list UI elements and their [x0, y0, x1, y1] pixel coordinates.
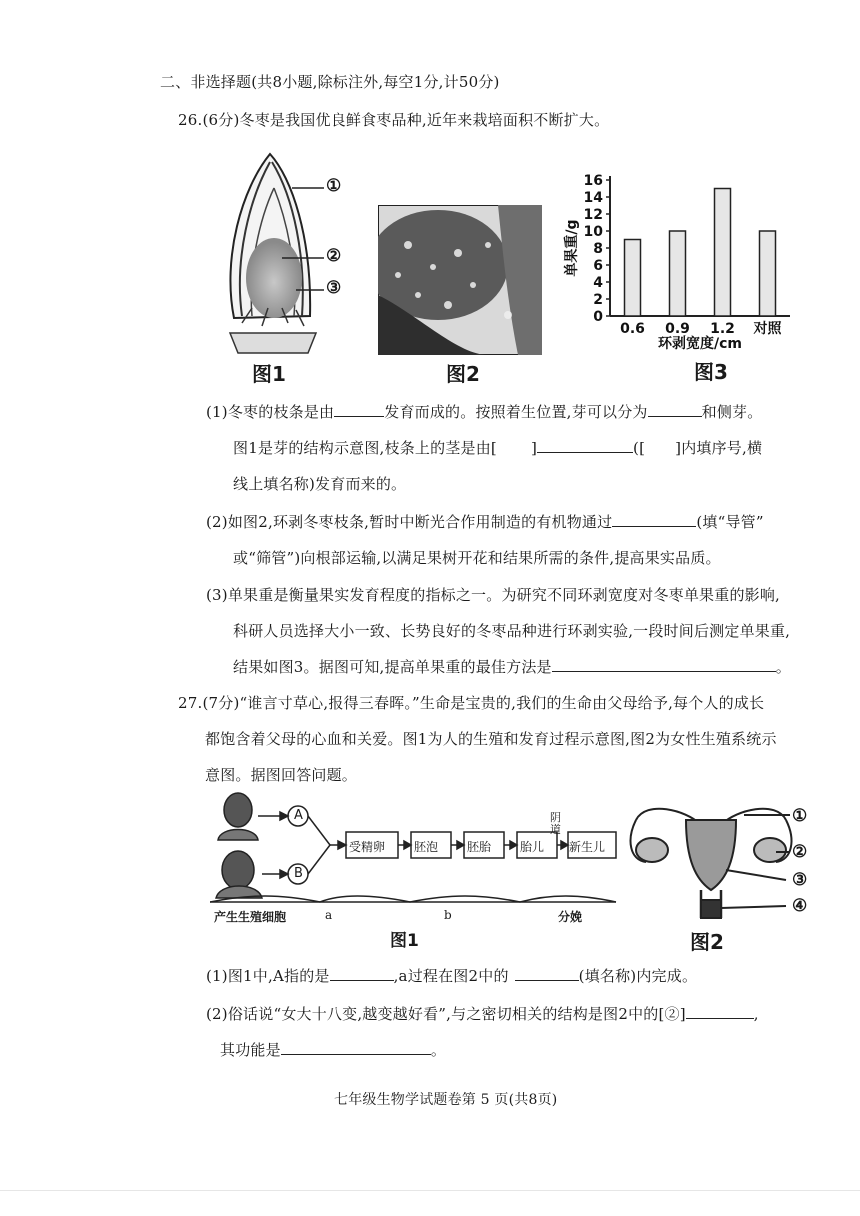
y-tick-label: 2 — [593, 292, 603, 308]
q27-p2-b: , — [753, 1005, 759, 1023]
circle-b-label: B — [294, 866, 303, 881]
vagina-label: 阴道 — [550, 811, 561, 836]
q27-p2-line1 — [206, 1004, 759, 1024]
q26-p1-f: ([ — [633, 439, 646, 457]
q27-stem-line3: 意图。据图回答问题。 — [205, 766, 358, 784]
q27-fig2-caption: 图2 — [690, 930, 724, 954]
repro-marker-4: ④ — [792, 896, 808, 916]
q26-p1-line3: 线上填名称)发育而来的。 — [233, 475, 407, 493]
q26-p1-e: ] — [530, 439, 538, 457]
label-germ-cells: 产生生殖细胞 — [214, 910, 287, 924]
female-reproductive-diagram — [626, 800, 796, 920]
repro-marker-1: ① — [792, 806, 808, 826]
q26-p1-line1 — [206, 402, 762, 422]
x-tick-label: 1.2 — [710, 321, 735, 337]
q27-p1-blank2[interactable] — [515, 966, 579, 981]
box-zygote: 受精卵 — [349, 840, 386, 854]
q26-p1-a: (1)冬枣的枝条是由 — [206, 403, 335, 421]
box-newborn: 新生儿 — [569, 840, 606, 854]
q26-p3-c: 结果如图3。据图可知,提高单果重的最佳方法是 — [233, 658, 552, 676]
label-process-a: a — [325, 908, 333, 922]
y-tick-label: 16 — [583, 173, 603, 189]
q26-p2-line2: 或“筛管”)向根部运输,以满足果树开花和结果所需的条件,提高果实品质。 — [233, 549, 721, 567]
q26-p1-g: ]内填序号,横 — [675, 439, 763, 457]
q26-p2-blank[interactable] — [612, 512, 696, 527]
q26-p1-blank2[interactable] — [648, 402, 702, 417]
q26-p1-c: 和侧芽。 — [701, 403, 763, 421]
y-tick-label: 12 — [583, 207, 603, 223]
q26-p3-line2: 科研人员选择大小一致、长势良好的冬枣品种进行环剥实验,一段时间后测定单果重, — [233, 622, 791, 640]
label-birth: 分娩 — [558, 910, 583, 924]
q26-fig2-caption: 图2 — [446, 362, 480, 386]
q27-p2-blank1[interactable] — [686, 1004, 754, 1019]
bar — [715, 189, 731, 317]
single-fruit-weight-chart — [560, 168, 800, 358]
q26-fig3-caption: 图3 — [694, 360, 728, 384]
x-tick-label: 0.9 — [665, 321, 690, 337]
q26-p1-line2 — [233, 438, 762, 458]
q26-p2-b: (填“导管” — [696, 513, 764, 531]
q26-stem: 26.(6分)冬枣是我国优良鲜食枣品种,近年来栽培面积不断扩大。 — [178, 111, 610, 129]
y-tick-label: 10 — [583, 224, 603, 240]
q27-stem-line2: 都饱含着父母的心血和关爱。图1为人的生殖和发育过程示意图,图2为女性生殖系统示 — [205, 730, 777, 748]
q27-p2-line2 — [220, 1040, 446, 1060]
bud-marker-1: ① — [326, 176, 342, 196]
box-blastocyst: 胚泡 — [414, 840, 439, 854]
x-tick-label: 0.6 — [620, 321, 645, 337]
girdling-photo — [378, 205, 542, 355]
q26-p2-line1 — [206, 512, 764, 532]
q26-p3-d: 。 — [775, 658, 791, 676]
q27-p1-blank1[interactable] — [330, 966, 394, 981]
q26-p3-line1: (3)单果重是衡量果实发育程度的指标之一。为研究不同环剥宽度对冬枣单果重的影响, — [206, 586, 781, 604]
bud-marker-2: ② — [326, 246, 342, 266]
q26-p1-blank3[interactable] — [537, 438, 633, 453]
q27-p2-a: (2)俗话说“女大十八变,越变越好看”,与之密切相关的结构是图2中的[②] — [206, 1005, 686, 1023]
bar — [670, 231, 686, 316]
q27-p1-c: (填名称)内完成。 — [578, 967, 698, 985]
page-footer: 七年级生物学试题卷第 5 页(共8页) — [334, 1092, 558, 1108]
bottom-divider — [0, 1190, 860, 1191]
q27-p1 — [206, 966, 697, 986]
section-title: 二、非选择题(共8小题,除标注外,每空1分,计50分) — [160, 73, 500, 91]
q26-p1-blank1[interactable] — [334, 402, 384, 417]
q27-stem-line1: 27.(7分)“谁言寸草心,报得三春晖。”生命是宝贵的,我们的生命由父母给予,每个人的成长 — [178, 694, 765, 712]
bud-marker-3: ③ — [326, 278, 342, 298]
y-tick-label: 14 — [583, 190, 603, 206]
q26-fig1-caption: 图1 — [252, 362, 286, 386]
y-tick-label: 4 — [593, 275, 603, 291]
bud-diagram — [212, 148, 372, 358]
q26-p1-d: 图1是芽的结构示意图,枝条上的茎是由[ — [233, 439, 497, 457]
y-axis-label: 单果重/g — [564, 219, 580, 277]
q26-p1-b: 发育而成的。按照着生位置,芽可以分为 — [384, 403, 648, 421]
x-tick-label: 对照 — [753, 321, 782, 337]
box-embryo: 胚胎 — [467, 840, 492, 854]
q27-p1-a: (1)图1中,A指的是 — [206, 967, 330, 985]
q27-fig1-caption: 图1 — [390, 931, 419, 951]
repro-marker-2: ② — [792, 842, 808, 862]
label-process-b: b — [444, 908, 452, 922]
q27-p2-blank2[interactable] — [281, 1040, 431, 1055]
q26-p3-blank[interactable] — [552, 657, 776, 672]
bar — [625, 240, 641, 317]
x-axis-label: 环剥宽度/cm — [658, 336, 742, 352]
repro-marker-3: ③ — [792, 870, 808, 890]
circle-a-label: A — [294, 808, 303, 823]
q27-p2-d: 。 — [430, 1041, 447, 1059]
q27-p1-b: ,a过程在图2中的 — [393, 967, 509, 985]
q26-p3-line3 — [233, 657, 791, 677]
q27-p2-c: 其功能是 — [220, 1041, 281, 1059]
q26-p2-a: (2)如图2,环剥冬枣枝条,暂时中断光合作用制造的有机物通过 — [206, 513, 613, 531]
y-tick-label: 8 — [593, 241, 603, 257]
box-fetus: 胎儿 — [520, 840, 545, 854]
bar — [760, 231, 776, 316]
y-tick-label: 0 — [593, 309, 603, 325]
y-tick-label: 6 — [593, 258, 603, 274]
